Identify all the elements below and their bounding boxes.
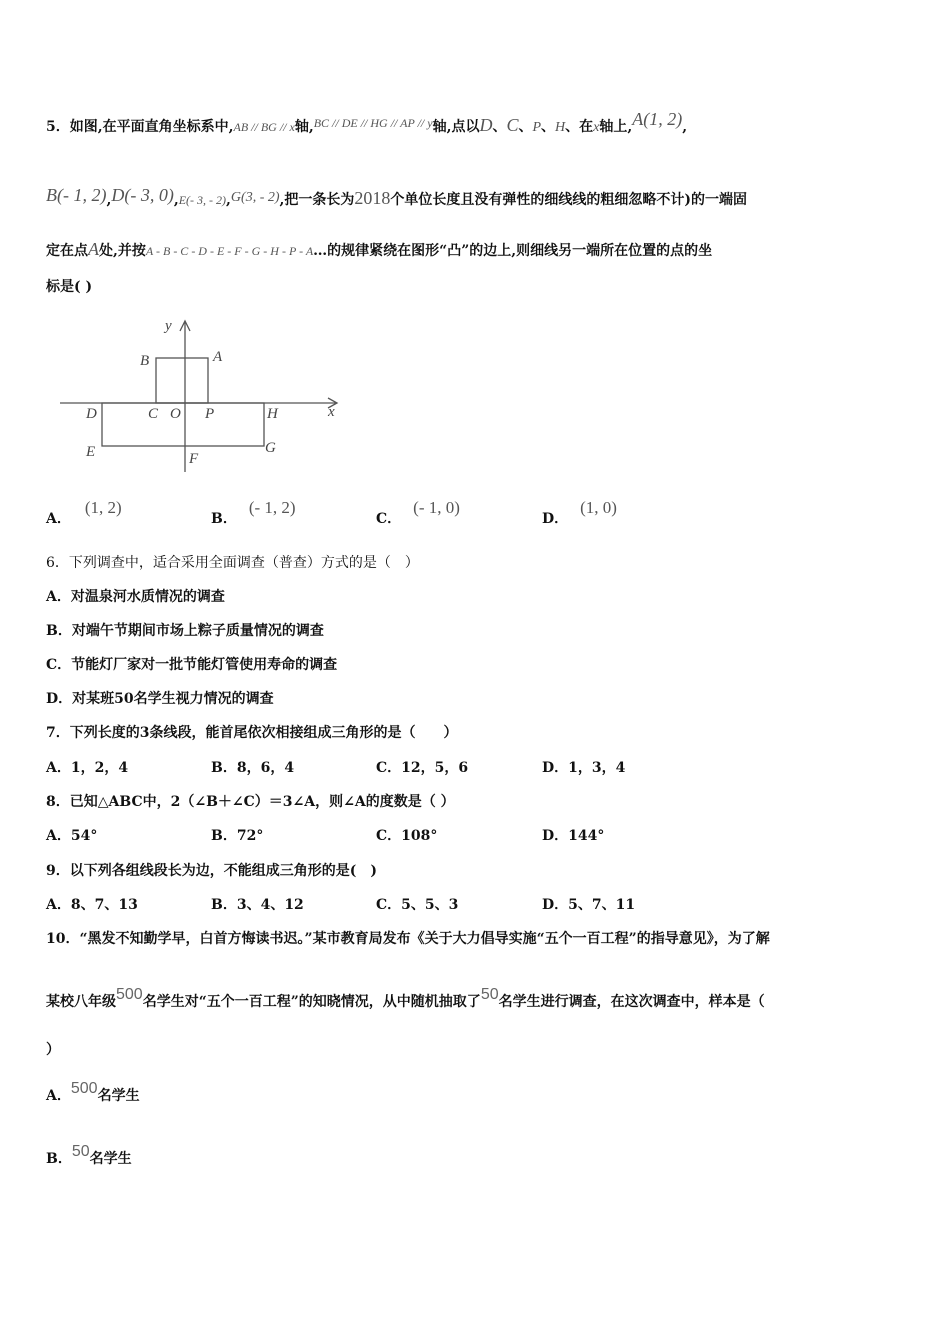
q5-figure xyxy=(52,312,352,482)
q9-option-c: C．5、5、3 xyxy=(376,897,459,913)
q9-option-b: B．3、4、12 xyxy=(211,897,304,913)
q10-line-3: ） xyxy=(46,1042,60,1058)
label-B: B xyxy=(140,353,150,369)
q5-option-d: D．(1, 0) xyxy=(542,498,617,527)
label-G: G xyxy=(265,440,276,456)
q5-line-1: 5．如图,在平面直角坐标系中,AB // BG // x轴,BC // DE // HG // AP // y轴,点以D、C、P、H、在x轴上,A(1, 2), xyxy=(46,109,688,135)
q7-option-d: D．1，3，4 xyxy=(542,760,626,776)
q5-option-b: B．(- 1, 2) xyxy=(211,498,296,527)
label-D: D xyxy=(86,406,97,422)
q9-option-a: A．8、7、13 xyxy=(46,897,138,913)
q10-option-b: B．50名学生 xyxy=(46,1143,132,1167)
q8-stem: 8．已知△ABC中，2（∠B＋∠C）＝3∠A，则∠A的度数是（ ） xyxy=(46,794,455,810)
label-H: H xyxy=(267,406,278,422)
q8-option-b: B．72° xyxy=(211,828,264,844)
q6-stem: 6．下列调查中，适合采用全面调查（普查）方式的是（ ） xyxy=(46,555,419,571)
label-F: F xyxy=(189,451,199,467)
q5-line-2: B(- 1, 2),D(- 3, 0),E(- 3, - 2),G(3, - 2),把一条长为2018个单位长度且没有弹性的细线线的粗细忽略不计)的一端固 xyxy=(46,185,748,208)
q6-option-c: C．节能灯厂家对一批节能灯管使用寿命的调查 xyxy=(46,657,338,673)
q10-line-1: 10．“黑发不知勤学早，白首方悔读书迟。”某市教育局发布《关于大力倡导实施“五个一百工程”的指导意见》，为了解 xyxy=(46,931,770,947)
q6-option-b: B．对端午节期间市场上粽子质量情况的调查 xyxy=(46,623,324,639)
label-P: P xyxy=(205,406,215,422)
label-C: C xyxy=(148,406,159,422)
q5-line-3: 定在点A处,并按A - B - C - D - E - F - G - H - P - A…的规律紧绕在图形“凸”的边上,则细线另一端所在位置的点的坐 xyxy=(46,239,713,259)
q7-stem: 7．下列长度的3条线段，能首尾依次相接组成三角形的是（ ） xyxy=(46,725,458,741)
label-E: E xyxy=(86,444,96,460)
q10-option-a: A．500名学生 xyxy=(46,1080,140,1104)
q6-option-d: D．对某班50名学生视力情况的调查 xyxy=(46,691,274,707)
label-y: y xyxy=(165,318,172,334)
q7-option-a: A．1，2，4 xyxy=(46,760,129,776)
q5-number: 5． xyxy=(46,119,70,135)
upper-rectangle xyxy=(156,358,208,403)
label-x: x xyxy=(328,404,335,420)
lower-rectangle xyxy=(102,403,264,446)
q5-option-c: C．(- 1, 0) xyxy=(376,498,460,527)
q7-option-b: B．8，6，4 xyxy=(211,760,295,776)
q6-option-a: A．对温泉河水质情况的调查 xyxy=(46,589,225,605)
label-A: A xyxy=(213,349,223,365)
q5-option-a: A．(1, 2) xyxy=(46,498,122,527)
q8-option-a: A．54° xyxy=(46,828,98,844)
q9-option-d: D．5、7、11 xyxy=(542,897,636,913)
q8-option-c: C．108° xyxy=(376,828,438,844)
q7-option-c: C．12，5，6 xyxy=(376,760,469,776)
q8-option-d: D．144° xyxy=(542,828,605,844)
q9-stem: 9．以下列各组线段长为边，不能组成三角形的是( ) xyxy=(46,863,377,879)
q5-line-4: 标是( ) xyxy=(46,279,93,295)
q10-line-2: 某校八年级500名学生对“五个一百工程”的知晓情况，从中随机抽取了50名学生进行调查，在这次调查中，样本是（ xyxy=(46,986,765,1010)
label-O: O xyxy=(170,406,181,422)
